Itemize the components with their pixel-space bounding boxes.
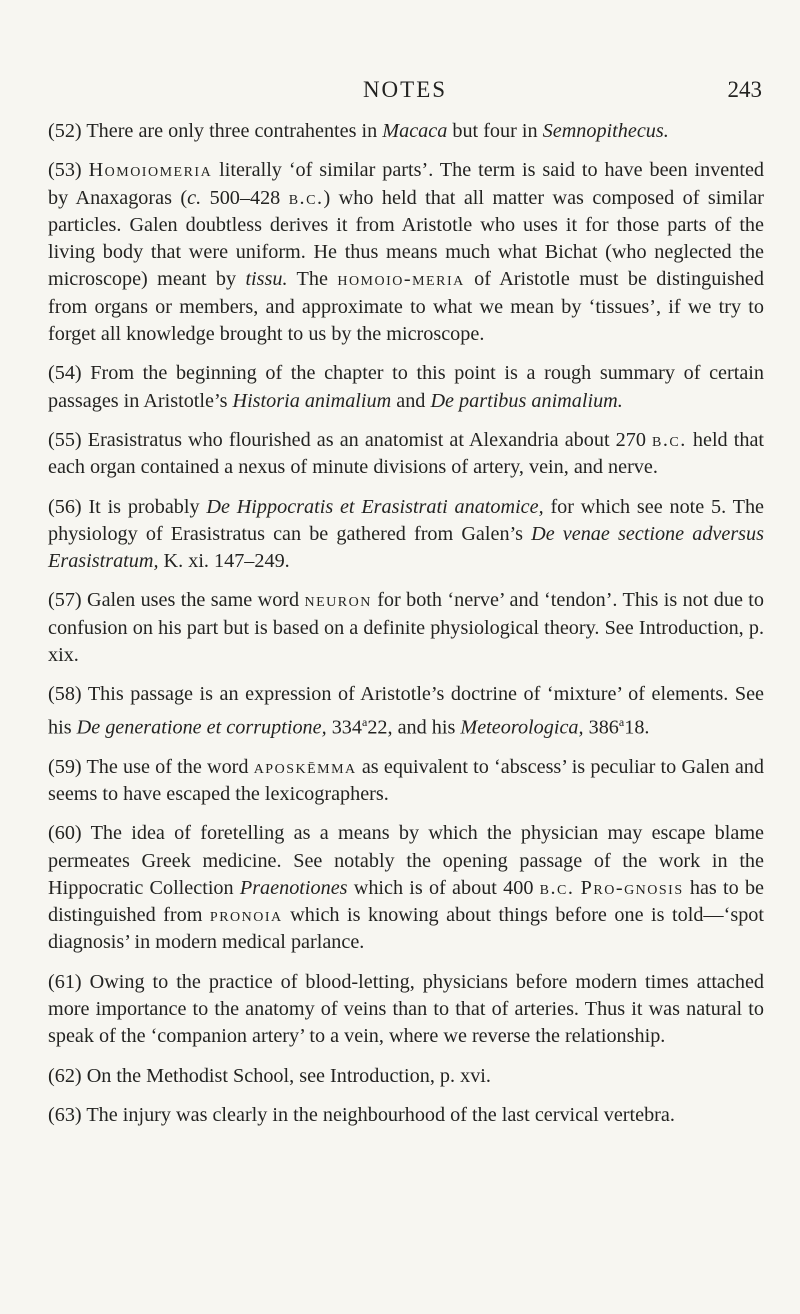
italic-text: De partibus animalium. (430, 389, 623, 412)
italic-text: De Hippocratis et Erasistrati anatomice, (206, 495, 544, 518)
page-number: 243 (727, 77, 762, 102)
note-text: 18. (624, 716, 650, 739)
note-text: From the beginning of the chapter to this point is a rough summary of certain passages in Aristotle’s (48, 362, 765, 412)
note-text: Erasistratus who flourished as an anatomist at Alexandria about 270 (87, 428, 653, 451)
note-57 (48, 587, 764, 669)
note-text: which is of about 400 (347, 876, 540, 899)
note-text: There are only three contrahentes in (86, 120, 383, 142)
note-52 (48, 118, 764, 145)
note-text: The use of the word (86, 755, 254, 778)
note-60 (48, 820, 764, 956)
note-55 (48, 427, 764, 482)
running-title: NOTES (362, 77, 448, 102)
note-text: 22, and his (367, 716, 461, 739)
note-61 (48, 969, 764, 1051)
note-number: (58) (48, 683, 82, 706)
small-caps-term: b.c. (288, 186, 324, 209)
note-59 (48, 754, 764, 809)
superscript: a (618, 714, 625, 729)
note-text: 500–428 (201, 186, 289, 209)
note-62 (48, 1063, 764, 1090)
note-text: The injury was clearly in the neighbourhood of the last cervical vertebra. (86, 1103, 675, 1126)
note-number: (52) (48, 120, 82, 142)
note-number: (54) (48, 362, 82, 385)
italic-text: Macaca (382, 120, 448, 142)
italic-text: Praenotiones (239, 876, 348, 899)
page-header (48, 77, 762, 107)
small-caps-term: homoio-meria (337, 268, 465, 291)
note-text: which is knowing about things before one is told—‘spot diagnosis’ in modern medical parlance. (48, 904, 764, 954)
superscript: a (361, 714, 368, 729)
note-text: Owing to the practice of blood-letting, physicians before modern times attached more importance to the anatomy of veins than to that of arteries. Thus it was natural to speak of the ‘companion artery’ to a vein, where we reverse the relationship. (48, 970, 764, 1048)
italic-text: De venae sectione adversus Erasistratum, (48, 522, 764, 573)
note-number: (61) (48, 970, 82, 993)
note-63 (48, 1102, 764, 1129)
note-text: 334 (326, 716, 362, 739)
note-text: for both ‘nerve’ and ‘tendon’. This is not due to confusion on his part but is based on a definite physiological theory. See Introduction, p. xix. (48, 589, 764, 667)
note-text: as equivalent to ‘abscess’ is peculiar to Galen and seems to have escaped the lexicographers. (48, 755, 764, 805)
note-number: (60) (48, 822, 82, 845)
italic-text: Historia animalium (232, 389, 392, 412)
small-caps-term: Pro-gnosis (580, 876, 684, 899)
italic-text: Semnopithecus. (542, 120, 669, 142)
italic-text: tissu. (245, 268, 288, 291)
note-text: On the Methodist School, see Introduction, p. xvi. (86, 1064, 491, 1087)
note-number: (53) (48, 159, 82, 182)
note-text: This passage is an expression of Aristotle’s doctrine of ‘mixture’ of elements. See his (48, 683, 764, 739)
note-56 (48, 494, 764, 576)
note-text: but four in (447, 120, 543, 142)
note-text: 386 (583, 716, 619, 739)
small-caps-term: Homoiomeria (88, 159, 213, 182)
italic-text: Meteorologica, (460, 716, 584, 739)
note-number: (57) (48, 589, 82, 612)
small-caps-term: neuron (304, 589, 372, 612)
notes-list (48, 118, 764, 1141)
small-caps-term: aposkēmma (253, 755, 357, 778)
note-number: (63) (48, 1103, 82, 1126)
note-text: held that each organ contained a nexus of minute divisions of artery, vein, and nerve. (48, 428, 765, 479)
small-caps-term: pronoia (209, 904, 283, 927)
note-text: literally ‘of similar parts’. The term is said to have been invented by Anaxagoras ( (48, 159, 765, 209)
note-54 (48, 360, 764, 415)
note-number: (62) (48, 1064, 82, 1087)
note-number: (59) (48, 755, 82, 778)
note-text: It is probably (88, 495, 207, 518)
small-caps-term: b.c. (539, 876, 575, 899)
italic-text: c. (187, 186, 202, 209)
note-text: K. xi. 147–249. (158, 550, 290, 573)
italic-text: De generatione et corruptione, (76, 716, 327, 739)
note-53 (48, 157, 764, 348)
note-text: for which see note 5. The physiology of Erasistratus can be gathered from Galen’s (48, 495, 764, 545)
note-text: The idea of foretelling as a means by which the physician may escape blame permeates Greek medicine. See notably the opening passage of the work in the Hippocratic Collection (48, 822, 765, 899)
note-text: and (391, 389, 431, 412)
small-caps-term: b.c. (652, 428, 687, 451)
note-text: ) who held that all matter was composed of similar particles. Galen doubtless derives it from Aristotle who uses it for those parts of the living body that were uniform. He thus means much what Bichat (who neglected the microscope) meant by (48, 186, 765, 291)
note-text: of Aristotle must be distinguished from organs or members, and approximate to what we mean by ‘tissues’, if we try to forget all knowledge brought to us by the microscope. (48, 268, 764, 346)
note-text: The (287, 268, 338, 291)
note-number: (56) (48, 495, 82, 518)
note-text: has to be distinguished from (48, 876, 764, 927)
note-number: (55) (48, 428, 82, 451)
note-58 (48, 681, 764, 741)
note-text: Galen uses the same word (87, 589, 305, 612)
